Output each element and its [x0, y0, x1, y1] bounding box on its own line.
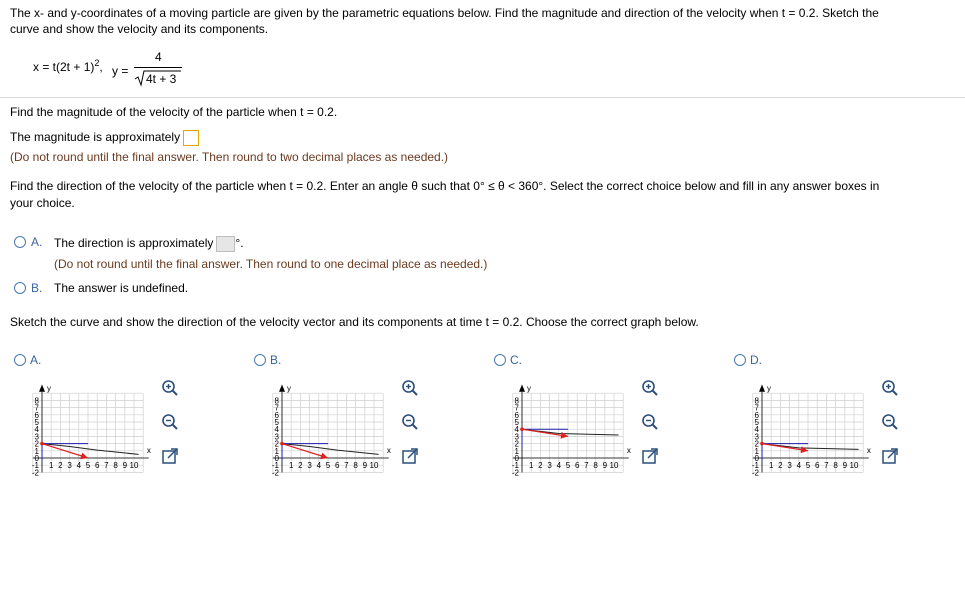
x-tick-label: 3 [787, 461, 792, 470]
y-tick-label: 3 [754, 432, 759, 442]
x-tick-label: 9 [602, 461, 608, 470]
option-a-text: The direction is approximately [54, 236, 214, 251]
fraction-bar [134, 67, 182, 68]
problem-line-2: curve and show the velocity and its components. [10, 22, 269, 36]
y-tick-label: 8 [274, 396, 279, 406]
part1-answer-row [10, 130, 199, 146]
x-tick-label: 3 [307, 461, 312, 470]
x-tick-label: 1 [528, 461, 534, 470]
zoom-in-icon[interactable] [160, 378, 180, 398]
x-axis-label: x [866, 446, 871, 455]
x-tick-label: 1 [768, 461, 774, 470]
parametric-curve [762, 444, 859, 450]
y-tick-label: -1 [271, 461, 279, 471]
direction-answer-box[interactable] [216, 236, 235, 252]
zoom-in-icon[interactable] [400, 378, 420, 398]
x-tick-label: 4 [316, 461, 322, 470]
graph-plot [266, 376, 416, 491]
y-tick-label: 3 [514, 432, 519, 442]
y-tick-label: 8 [514, 396, 519, 406]
x-axis-label: x [146, 446, 151, 455]
y-tick-label: 2 [754, 439, 759, 449]
y-tick-label: 0 [34, 454, 39, 463]
parametric-curve [42, 444, 139, 455]
x-tick-label: 2 [778, 461, 783, 470]
y-tick-label: 2 [514, 439, 519, 449]
x-exponent: 2 [94, 58, 100, 68]
y-axis-arrow [759, 385, 765, 392]
popout-icon[interactable] [160, 446, 180, 466]
x-tick-label: 8 [353, 461, 358, 470]
x-tick-label: 5 [325, 461, 331, 470]
y-tick-label: -1 [751, 461, 759, 471]
part2-question-line-2: your choice. [10, 196, 75, 210]
velocity-arrowhead [561, 432, 568, 439]
x-tick-label: 3 [547, 461, 552, 470]
y-tick-label: -2 [271, 468, 279, 478]
y-tick-label: 4 [514, 425, 519, 435]
y-numerator: 4 [155, 50, 162, 64]
zoom-in-icon[interactable] [880, 378, 900, 398]
graph-plot [26, 376, 176, 491]
y-tick-label: 0 [514, 454, 519, 463]
radio-option-b[interactable] [14, 282, 26, 294]
velocity-arrowhead [801, 446, 808, 453]
radio-graph-d[interactable] [734, 354, 746, 366]
y-axis-arrow [39, 385, 45, 392]
y-tick-label: 8 [754, 396, 759, 406]
option-a-hint: (Do not round until the final answer. Then round to one decimal place as needed.) [54, 257, 488, 271]
y-tick-label: 8 [34, 396, 39, 406]
x-tick-label: 10 [129, 461, 139, 470]
start-point [280, 442, 284, 446]
part1-hint: (Do not round until the final answer. Then round to two decimal places as needed.) [10, 150, 449, 164]
radio-graph-b[interactable] [254, 354, 266, 366]
parametric-curve [282, 444, 379, 455]
y-tick-label: 1 [34, 446, 39, 456]
y-tick-label: -2 [751, 468, 759, 478]
x-tick-label: 2 [298, 461, 303, 470]
y-axis-label: y [527, 384, 531, 394]
y-axis-arrow [279, 385, 285, 392]
x-tick-label: 9 [362, 461, 368, 470]
popout-icon[interactable] [880, 446, 900, 466]
x-tick-label: 9 [842, 461, 848, 470]
x-tick-label: 3 [67, 461, 72, 470]
y-tick-label: 3 [34, 432, 39, 442]
y-tick-label: 6 [274, 410, 279, 420]
zoom-out-icon[interactable] [160, 412, 180, 432]
graph-plot [506, 376, 656, 491]
x-tick-label: 1 [288, 461, 294, 470]
part1-answer-label: The magnitude is approximately [10, 130, 181, 145]
y-tick-label: 5 [34, 418, 39, 427]
zoom-in-icon[interactable] [640, 378, 660, 398]
x-tick-label: 8 [593, 461, 598, 470]
start-point [40, 442, 44, 446]
x-tick-label: 4 [556, 461, 562, 470]
x-tick-label: 10 [369, 461, 379, 470]
x-equation: x = t(2t + 1) [33, 60, 95, 74]
y-tick-label: 4 [274, 425, 279, 435]
x-tick-label: 5 [805, 461, 811, 470]
x-tick-label: 4 [796, 461, 802, 470]
y-tick-label: 7 [34, 403, 39, 413]
x-tick-label: 7 [824, 461, 829, 470]
part2-question-line-1: Find the direction of the velocity of the particle when t = 0.2. Enter an angle θ such that 0° ≤ θ < 360°. Select the correct choice below and fill in any answer boxes in [10, 179, 880, 193]
y-tick-label: 5 [754, 418, 759, 427]
y-tick-label: 0 [274, 454, 279, 463]
degree-unit: °. [235, 236, 244, 250]
x-tick-label: 6 [574, 461, 580, 470]
option-b-text: The answer is undefined. [54, 281, 189, 295]
problem-line-1: The x- and y-coordinates of a moving particle are given by the parametric equations below. Find the magnitude and direction of the velocity when t = 0.2. Sketch the [10, 6, 879, 20]
x-tick-label: 8 [113, 461, 118, 470]
radio-graph-a[interactable] [14, 354, 26, 366]
graph-option-letter: B. [270, 353, 282, 367]
y-tick-label: 0 [754, 454, 759, 463]
zoom-out-icon[interactable] [640, 412, 660, 432]
graph-option-letter: A. [30, 353, 42, 367]
x-axis-label: x [386, 446, 391, 455]
radio-graph-c[interactable] [494, 354, 506, 366]
y-tick-label: 7 [274, 403, 279, 413]
option-a-letter: A. [31, 235, 43, 249]
y-tick-label: 7 [514, 403, 519, 413]
x-tick-label: 1 [48, 461, 54, 470]
part3-question: Sketch the curve and show the direction of the velocity vector and its components at time t = 0.2. Choose the correct graph below. [10, 315, 699, 329]
y-lhs: y = [112, 64, 129, 78]
y-axis-label: y [47, 384, 51, 394]
y-tick-label: 1 [514, 446, 519, 456]
radio-option-a[interactable] [14, 236, 26, 248]
y-tick-label: 2 [34, 439, 39, 449]
x-tick-label: 9 [122, 461, 128, 470]
y-tick-label: 1 [754, 446, 759, 456]
start-point [760, 442, 764, 446]
y-axis-label: y [767, 384, 771, 394]
popout-icon[interactable] [400, 446, 420, 466]
x-tick-label: 7 [104, 461, 109, 470]
y-tick-label: 6 [514, 410, 519, 420]
y-axis-label: y [287, 384, 291, 394]
y-tick-label: -2 [511, 468, 519, 478]
x-tick-label: 2 [58, 461, 63, 470]
x-tick-label: 5 [565, 461, 571, 470]
y-axis-arrow [519, 385, 525, 392]
graph-option-letter: D. [750, 353, 762, 367]
y-tick-label: 4 [34, 425, 39, 435]
x-tick-label: 5 [85, 461, 91, 470]
y-tick-label: 2 [274, 439, 279, 449]
y-tick-label: 1 [274, 446, 279, 456]
x-tick-label: 2 [538, 461, 543, 470]
parametric-curve [522, 429, 619, 435]
start-point [520, 427, 524, 431]
y-tick-label: -1 [511, 461, 519, 471]
y-tick-label: 6 [34, 410, 39, 420]
option-b-letter: B. [31, 281, 43, 295]
y-denominator: 4t + 3 [146, 72, 177, 86]
option-a-row [54, 236, 244, 252]
part1-question: Find the magnitude of the velocity of the particle when t = 0.2. [10, 105, 338, 119]
divider [0, 97, 965, 98]
graph-plot [746, 376, 896, 491]
equations [33, 58, 103, 74]
x-axis-label: x [626, 446, 631, 455]
y-tick-label: 6 [754, 410, 759, 420]
magnitude-answer-box[interactable] [183, 130, 199, 146]
x-tick-label: 8 [833, 461, 838, 470]
x-tick-label: 7 [584, 461, 589, 470]
y-tick-label: 7 [754, 403, 759, 413]
y-tick-label: 5 [514, 418, 519, 427]
y-tick-label: -2 [31, 468, 39, 478]
y-tick-label: 5 [274, 418, 279, 427]
x-tick-label: 6 [94, 461, 100, 470]
x-tick-label: 6 [814, 461, 820, 470]
zoom-out-icon[interactable] [880, 412, 900, 432]
equation-separator: , [99, 60, 103, 74]
x-tick-label: 10 [849, 461, 859, 470]
y-tick-label: 3 [274, 432, 279, 442]
popout-icon[interactable] [640, 446, 660, 466]
x-tick-label: 6 [334, 461, 340, 470]
y-tick-label: 4 [754, 425, 759, 435]
x-tick-label: 7 [344, 461, 349, 470]
graph-option-letter: C. [510, 353, 522, 367]
x-tick-label: 4 [76, 461, 82, 470]
zoom-out-icon[interactable] [400, 412, 420, 432]
y-tick-label: -1 [31, 461, 39, 471]
x-tick-label: 10 [609, 461, 619, 470]
